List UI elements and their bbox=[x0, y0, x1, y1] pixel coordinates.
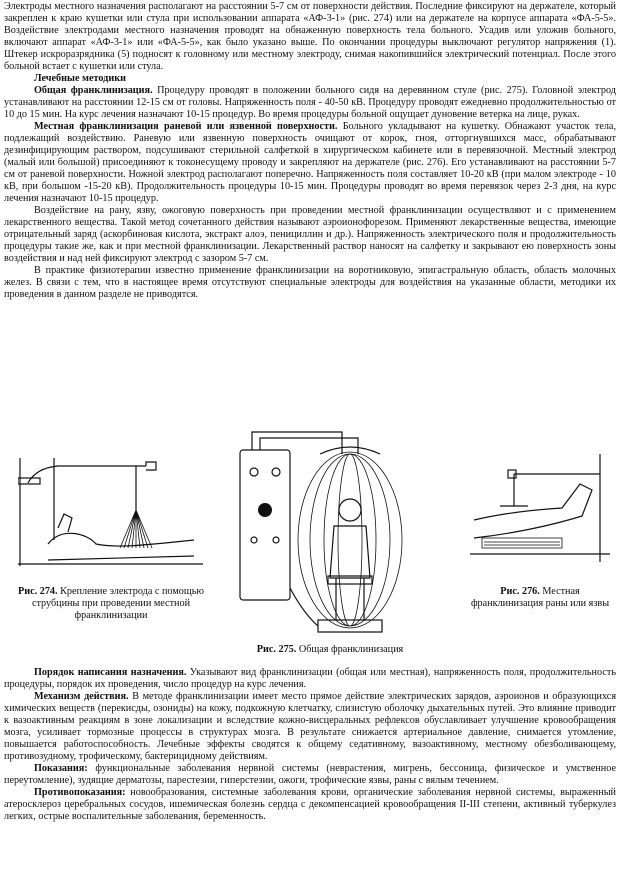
paragraph-body: В методе франклинизации имеет место прямое действие электрических зарядов, аэроионов и образующихся химических веществ (перекисды, озониды) на кожу, подкожную клетчатку, слизистую оболочку дыхательных путей. Это влияние приводит к вазоактивным реакциям в зоне локализации и вследствие кожно-висцеральных рефлексов обуславливает улучшение кровообращения мозга, усиливает тормозные процессы в структурах мозга. В результате снижается артериальное давление, снимается утомление, повышается работоспособность. Лечебные эффекты сводятся к общему седативному, вазоактивному, местному обезболивающему, противозудному, трофическому, бактерицидному действиям. bbox=[4, 691, 616, 762]
paragraph-indications bbox=[4, 763, 616, 787]
upper-text-block bbox=[4, 1, 616, 301]
section-title: Лечебные методики bbox=[34, 73, 126, 84]
figures-area bbox=[0, 428, 620, 660]
figure-275-text: Общая франклинизация bbox=[296, 644, 404, 655]
paragraph-local-franklinization bbox=[4, 121, 616, 205]
figure-274-caption bbox=[16, 586, 206, 622]
figure-274-text: Крепление электрода с помощью струбцины при проведении местной франклинизации bbox=[31, 586, 204, 621]
figure-274-number: Рис. 274. bbox=[18, 586, 58, 597]
paragraph-heading: Порядок написания назначения. bbox=[34, 667, 187, 678]
figure-276-illustration bbox=[470, 450, 610, 570]
paragraph-heading: Механизм действия. bbox=[34, 691, 129, 702]
paragraph-heading: Общая франклинизация. bbox=[34, 85, 153, 96]
paragraph-body: новообразования, системные заболевания крови, органические заболевания нервной системы, выраженный атеросклероз церебральных сосудов, ишемическая болезнь сердца с декомпенсацией кровообращения II-III степени, активный туберкулез легких, острые воспалительные заболевания, беременность. bbox=[4, 787, 616, 822]
lower-text-block bbox=[4, 667, 616, 823]
paragraph-contraindications bbox=[4, 787, 616, 823]
paragraph-heading: Местная франклинизация раневой или язвенной поверхности. bbox=[34, 121, 338, 132]
paragraph-general-franklinization bbox=[4, 85, 616, 121]
paragraph-heading: Противопоказания: bbox=[34, 787, 126, 798]
paragraph-body: Указывают вид франклинизации (общая или местная), напряженность поля, продолжительность процедуры, порядок их проведения, число процедур на курс лечения. bbox=[4, 667, 616, 690]
paragraph-prescription bbox=[4, 667, 616, 691]
figure-276-caption bbox=[468, 586, 612, 610]
paragraph-heading: Показания: bbox=[34, 763, 88, 774]
paragraph-mechanism bbox=[4, 691, 616, 763]
paragraph-electrodes-local: Электроды местного назначения располагают на расстоянии 5-7 см от поверхности действия. Последние фиксируют на держателе, который закреплен к краю кушетки или стула при использовании аппарата «АФ-3-1» (рис. 274) или на держателе на корпусе аппарата «ФА-5-5». Воздействие электродами местного назначения проводят на обнаженную поверхность тела больного. Усадив или уложив больного, включают аппарат «АФ-3-1» или «ФА-5-5», как было указано выше. По окончании процедуры выключают регулятор напряжения (1). Штекер искроразрядника (5) подносят к головному или местному электроду, снимая накопившийся электрический потенциал. После этого больной встает с кушетки или стула. bbox=[4, 1, 616, 72]
figure-275-illustration bbox=[232, 428, 432, 638]
figure-276-number: Рис. 276. bbox=[500, 586, 540, 597]
paragraph-aeroionophoresis: Воздействие на рану, язву, ожоговую поверхность при проведении местной франклинизации осуществляют и с применением лекарственного вещества. Такой метод сочетанного действия называют аэроионофорезом. Применяют лекарственные вещества, имеющие отрицательный заряд (аскорбиновая кислота, экстракт алоэ, пенициллин и др.). Напряженность электрического поля и продолжительность процедуры такие же, как и при местной франклинизации. Лекарственный раствор наносят на салфетку и закрывают ею поверхность зоны воздействия и над ней фиксируют электрод с зазором 5-7 см. bbox=[4, 205, 616, 264]
figure-274-illustration bbox=[18, 448, 203, 568]
paragraph-other-areas: В практике физиотерапии известно применение франклинизации на воротниковую, эпигастральную область, область молочных желез. В связи с тем, что в настоящее время отсутствуют специальные электроды для воздействия на указанные области, методики их проведения в данном разделе не приводятся. bbox=[4, 265, 616, 300]
figure-275-number: Рис. 275. bbox=[256, 644, 297, 655]
paragraph-body: Больного укладывают на кушетку. Обнажают участок тела, подлежащий воздействию. Раневую или язвенную поверхность очищают от корок, гноя, отторгнувшихся масс, обрабатывают дезинфицирующим раствором, подсушивают стерильной салфеткой в хирургическом кабинете или в перевязочной. Местный электрод (малый или большой) присоединяют к токонесущему проводу и закрепляют на держателе (рис. 276). Его устанавливают на расстоянии 5-7 см от раневой поверхности. Ножной электрод располагают поперечно. Напряженность поля составляет 10-20 кВ (при малом электроде - 10 кВ, при большом -15-20 кВ). Продолжительность процедуры 10-15 мин. Процедуры проводят во время перевязок через 2-3 дня, на курс лечения назначают 10-15 процедур. bbox=[4, 121, 617, 204]
figure-276-text: Местная франклинизация раны или язвы bbox=[470, 586, 610, 609]
figure-275-caption bbox=[240, 644, 420, 656]
paragraph-body: функциональные заболевания нервной системы (неврастения, мигрень, бессоница, физическое и умственное переутомление), зудящие дерматозы, парестезии, гиперстезии, ожоги, трофические язвы, раны с вялым течением. bbox=[4, 763, 616, 786]
paragraph-body: Процедуру проводят в положении больного сидя на деревянном стуле (рис. 275). Головной электрод устанавливают на расстоянии 12-15 см от головы. Напряженность поля - 40-50 кВ. Процедуру проводят ежедневно продолжительностью от 10 до 15 мин. На курс лечения назначают 10-15 процедур. Во время процедуры больной ощущает дуновение ветерка на лице, руках. bbox=[4, 85, 616, 120]
